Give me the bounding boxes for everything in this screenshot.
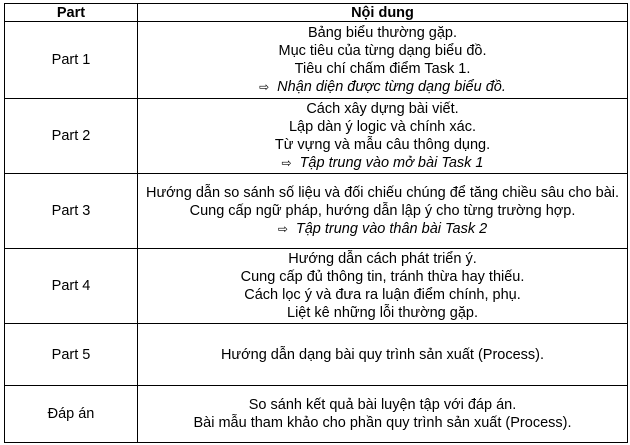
- table-row: [5, 386, 628, 443]
- header-part: Part: [5, 4, 138, 22]
- content-line: Mục tiêu của từng dạng biểu đồ.: [278, 43, 487, 59]
- table-row: [5, 324, 628, 386]
- part-label: Part 3: [5, 174, 138, 249]
- focus-note-text: Tập trung vào mở bài Task 1: [299, 155, 484, 171]
- content-line: Hướng dẫn dạng bài quy trình sản xuất (Process).: [220, 346, 545, 363]
- content-cell: [138, 22, 628, 99]
- focus-note-text: Nhận diện được từng dạng biểu đồ.: [277, 79, 506, 95]
- focus-note: [142, 154, 623, 172]
- content-line: Từ vựng và mẫu câu thông dụng.: [274, 137, 491, 153]
- arrow-right-icon: ⇨: [277, 222, 288, 236]
- content-line: Cung cấp đủ thông tin, tránh thừa hay thiếu.: [240, 269, 525, 285]
- content-cell: [138, 324, 628, 386]
- table-row: [5, 174, 628, 249]
- focus-note: [142, 78, 623, 96]
- content-line: Tiêu chí chấm điểm Task 1.: [294, 61, 471, 77]
- part-label: Part 4: [5, 249, 138, 324]
- table-row: [5, 249, 628, 324]
- content-line: Liệt kê những lỗi thường gặp.: [287, 305, 478, 321]
- content-line: Hướng dẫn cách phát triển ý.: [288, 251, 477, 267]
- content-cell: [138, 174, 628, 249]
- content-line: Cung cấp ngữ pháp, hướng dẫn lập ý cho từng trường hợp.: [189, 203, 576, 219]
- part-label: Part 2: [5, 99, 138, 174]
- content-line: Hướng dẫn so sánh số liệu và đối chiếu chúng để tăng chiều sâu cho bài.: [145, 185, 620, 201]
- content-cell: [138, 386, 628, 443]
- content-line: Lập dàn ý logic và chính xác.: [288, 119, 476, 135]
- arrow-right-icon: ⇨: [259, 80, 270, 94]
- content-line: Bảng biểu thường gặp.: [307, 25, 458, 41]
- course-outline-table: [4, 3, 628, 443]
- content-line: Cách lọc ý và đưa ra luận điểm chính, phụ.: [244, 287, 521, 303]
- table-row: [5, 22, 628, 99]
- part-label: Part 1: [5, 22, 138, 99]
- content-line: Cách xây dựng bài viết.: [306, 101, 459, 117]
- content-cell: [138, 249, 628, 324]
- header-row: [5, 4, 628, 22]
- part-label: Part 5: [5, 324, 138, 386]
- header-content: Nội dung: [138, 4, 628, 22]
- focus-note-text: Tập trung vào thân bài Task 2: [295, 221, 488, 237]
- focus-note: [142, 220, 623, 238]
- content-line: Bài mẫu tham khảo cho phần quy trình sản xuất (Process).: [193, 415, 572, 431]
- content-cell: [138, 99, 628, 174]
- part-label: Đáp án: [5, 386, 138, 443]
- table-row: [5, 99, 628, 174]
- arrow-right-icon: ⇨: [281, 156, 292, 170]
- content-line: So sánh kết quả bài luyện tập với đáp án.: [248, 397, 517, 413]
